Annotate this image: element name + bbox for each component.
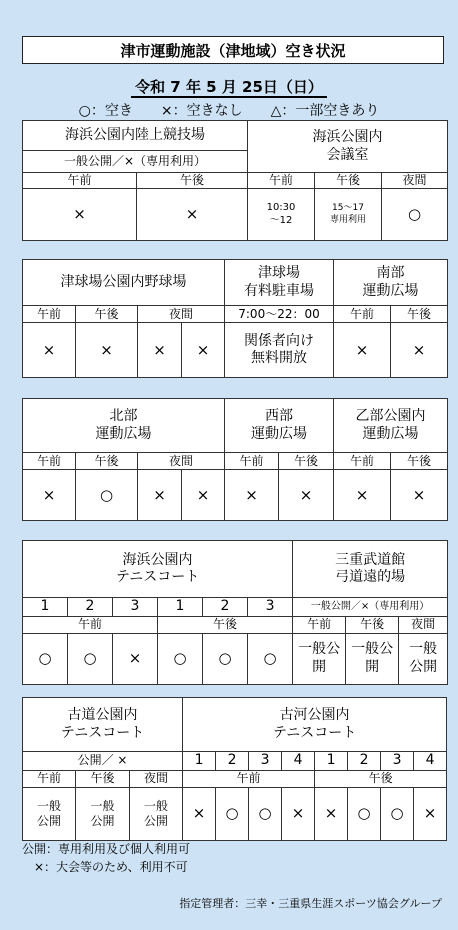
header-cell: 午後 xyxy=(76,770,130,787)
status-cell: ○ xyxy=(203,633,248,685)
status-cell: × xyxy=(334,470,391,521)
status-cell: ○ xyxy=(68,633,113,685)
header-cell: 午後 xyxy=(76,306,138,323)
status-cell: 一般 公開 xyxy=(130,787,183,841)
facility-name: 北部 運動広場 xyxy=(23,399,225,453)
status-cell: 一般公 開 xyxy=(293,633,346,685)
table-tennis-budokan xyxy=(22,540,448,685)
header-cell: 夜間 xyxy=(399,616,448,633)
header-cell: 7:00～22：00 xyxy=(225,306,334,323)
usage-note: 公開／ × xyxy=(23,752,183,771)
footer-manager: 指定管理者：三幸・三重県生涯スポーツ協会グループ xyxy=(179,897,442,910)
header-cell: 夜間 xyxy=(382,173,448,189)
status-cell: 一般 公開 xyxy=(399,633,448,685)
header-cell: 午後 xyxy=(315,173,382,189)
header-cell: 午後 xyxy=(391,306,448,323)
status-cell: 15～17 専用利用 xyxy=(315,189,382,241)
status-cell: ○ xyxy=(158,633,203,685)
status-cell: × xyxy=(138,470,182,521)
status-cell: ○ xyxy=(248,633,293,685)
header-cell: 午前 xyxy=(23,770,76,787)
status-cell: × xyxy=(182,470,225,521)
facility-name: 古河公園内 テニスコート xyxy=(183,698,447,752)
usage-note: 一般公開／×（専用利用） xyxy=(23,151,248,173)
header-cell: 午後 xyxy=(158,616,293,633)
court-number: 3 xyxy=(248,598,293,617)
table-tennis-kodo-furukawa xyxy=(22,697,447,841)
header-cell: 午前 xyxy=(23,306,76,323)
court-number: 2 xyxy=(216,752,249,771)
header-cell: 午後 xyxy=(76,453,138,470)
status-cell: × xyxy=(391,323,448,378)
header-cell: 午前 xyxy=(23,453,76,470)
notes: 公開：専用利用及び個人利用可 ×：大会等のため、利用不可 xyxy=(22,842,191,874)
date-heading: 令和 7 年 5 月 25日（日） xyxy=(0,76,458,97)
header-cell: 午前 xyxy=(334,453,391,470)
status-cell: 10:30 ～12 xyxy=(248,189,315,241)
status-cell: × xyxy=(391,470,448,521)
status-cell: 一般 公開 xyxy=(76,787,130,841)
table-rikujo-kaigishitsu xyxy=(22,120,448,241)
court-number: 1 xyxy=(158,598,203,617)
header-cell: 夜間 xyxy=(138,306,225,323)
header-cell: 夜間 xyxy=(138,453,225,470)
status-cell: × xyxy=(225,470,279,521)
header-cell: 午後 xyxy=(346,616,399,633)
court-number: 1 xyxy=(23,598,68,617)
usage-note: 一般公開／×（専用利用） xyxy=(293,598,448,617)
status-cell: ○ xyxy=(76,470,138,521)
legend: ○：空き ×：空きなし △：一部空きあり xyxy=(78,103,380,119)
facility-name: 古道公園内 テニスコート xyxy=(23,698,183,752)
court-number: 2 xyxy=(68,598,113,617)
status-cell: × xyxy=(138,323,182,378)
header-cell: 午前 xyxy=(183,770,315,787)
facility-name: 西部 運動広場 xyxy=(225,399,334,453)
status-cell: × xyxy=(137,189,248,241)
status-cell: 関係者向け 無料開放 xyxy=(225,323,334,378)
facility-name: 三重武道館 弓道遠的場 xyxy=(293,541,448,598)
status-cell: ○ xyxy=(216,787,249,841)
court-number: 3 xyxy=(381,752,414,771)
facility-name: 海浜公園内 会議室 xyxy=(248,121,448,173)
court-number: 1 xyxy=(183,752,216,771)
status-cell: × xyxy=(23,470,76,521)
status-cell: ○ xyxy=(249,787,282,841)
status-cell: × xyxy=(113,633,158,685)
facility-name: 津球場 有料駐車場 xyxy=(225,260,334,306)
status-cell: × xyxy=(23,189,137,241)
facility-name: 海浜公園内 テニスコート xyxy=(23,541,293,598)
court-number: 3 xyxy=(249,752,282,771)
status-cell: ○ xyxy=(381,787,414,841)
facility-name: 乙部公園内 運動広場 xyxy=(334,399,448,453)
page-title: 津市運動施設（津地域）空き状況 xyxy=(22,36,444,64)
status-cell: ○ xyxy=(348,787,381,841)
status-cell: × xyxy=(182,323,225,378)
status-cell: × xyxy=(279,470,334,521)
status-cell: ○ xyxy=(382,189,448,241)
status-cell: × xyxy=(76,323,138,378)
status-cell: × xyxy=(414,787,447,841)
court-number: 3 xyxy=(113,598,158,617)
status-cell: × xyxy=(315,787,348,841)
header-cell: 午後 xyxy=(315,770,447,787)
header-cell: 午前 xyxy=(293,616,346,633)
status-cell: 一般公 開 xyxy=(346,633,399,685)
status-cell: 一般 公開 xyxy=(23,787,76,841)
header-cell: 夜間 xyxy=(130,770,183,787)
table-yakyujo xyxy=(22,259,448,378)
facility-name: 海浜公園内陸上競技場 xyxy=(23,121,248,151)
header-cell: 午後 xyxy=(391,453,448,470)
court-number: 2 xyxy=(203,598,248,617)
table-undohiroba xyxy=(22,398,448,521)
court-number: 2 xyxy=(348,752,381,771)
facility-name: 津球場公園内野球場 xyxy=(23,260,225,306)
status-cell: × xyxy=(334,323,391,378)
header-cell: 午前 xyxy=(334,306,391,323)
status-cell: × xyxy=(183,787,216,841)
court-number: 1 xyxy=(315,752,348,771)
court-number: 4 xyxy=(414,752,447,771)
header-cell: 午後 xyxy=(279,453,334,470)
header-cell: 午後 xyxy=(137,173,248,189)
court-number: 4 xyxy=(282,752,315,771)
status-cell: × xyxy=(282,787,315,841)
header-cell: 午前 xyxy=(23,173,137,189)
status-cell: × xyxy=(23,323,76,378)
facility-name: 南部 運動広場 xyxy=(334,260,448,306)
status-cell: ○ xyxy=(23,633,68,685)
header-cell: 午前 xyxy=(248,173,315,189)
header-cell: 午前 xyxy=(225,453,279,470)
header-cell: 午前 xyxy=(23,616,158,633)
